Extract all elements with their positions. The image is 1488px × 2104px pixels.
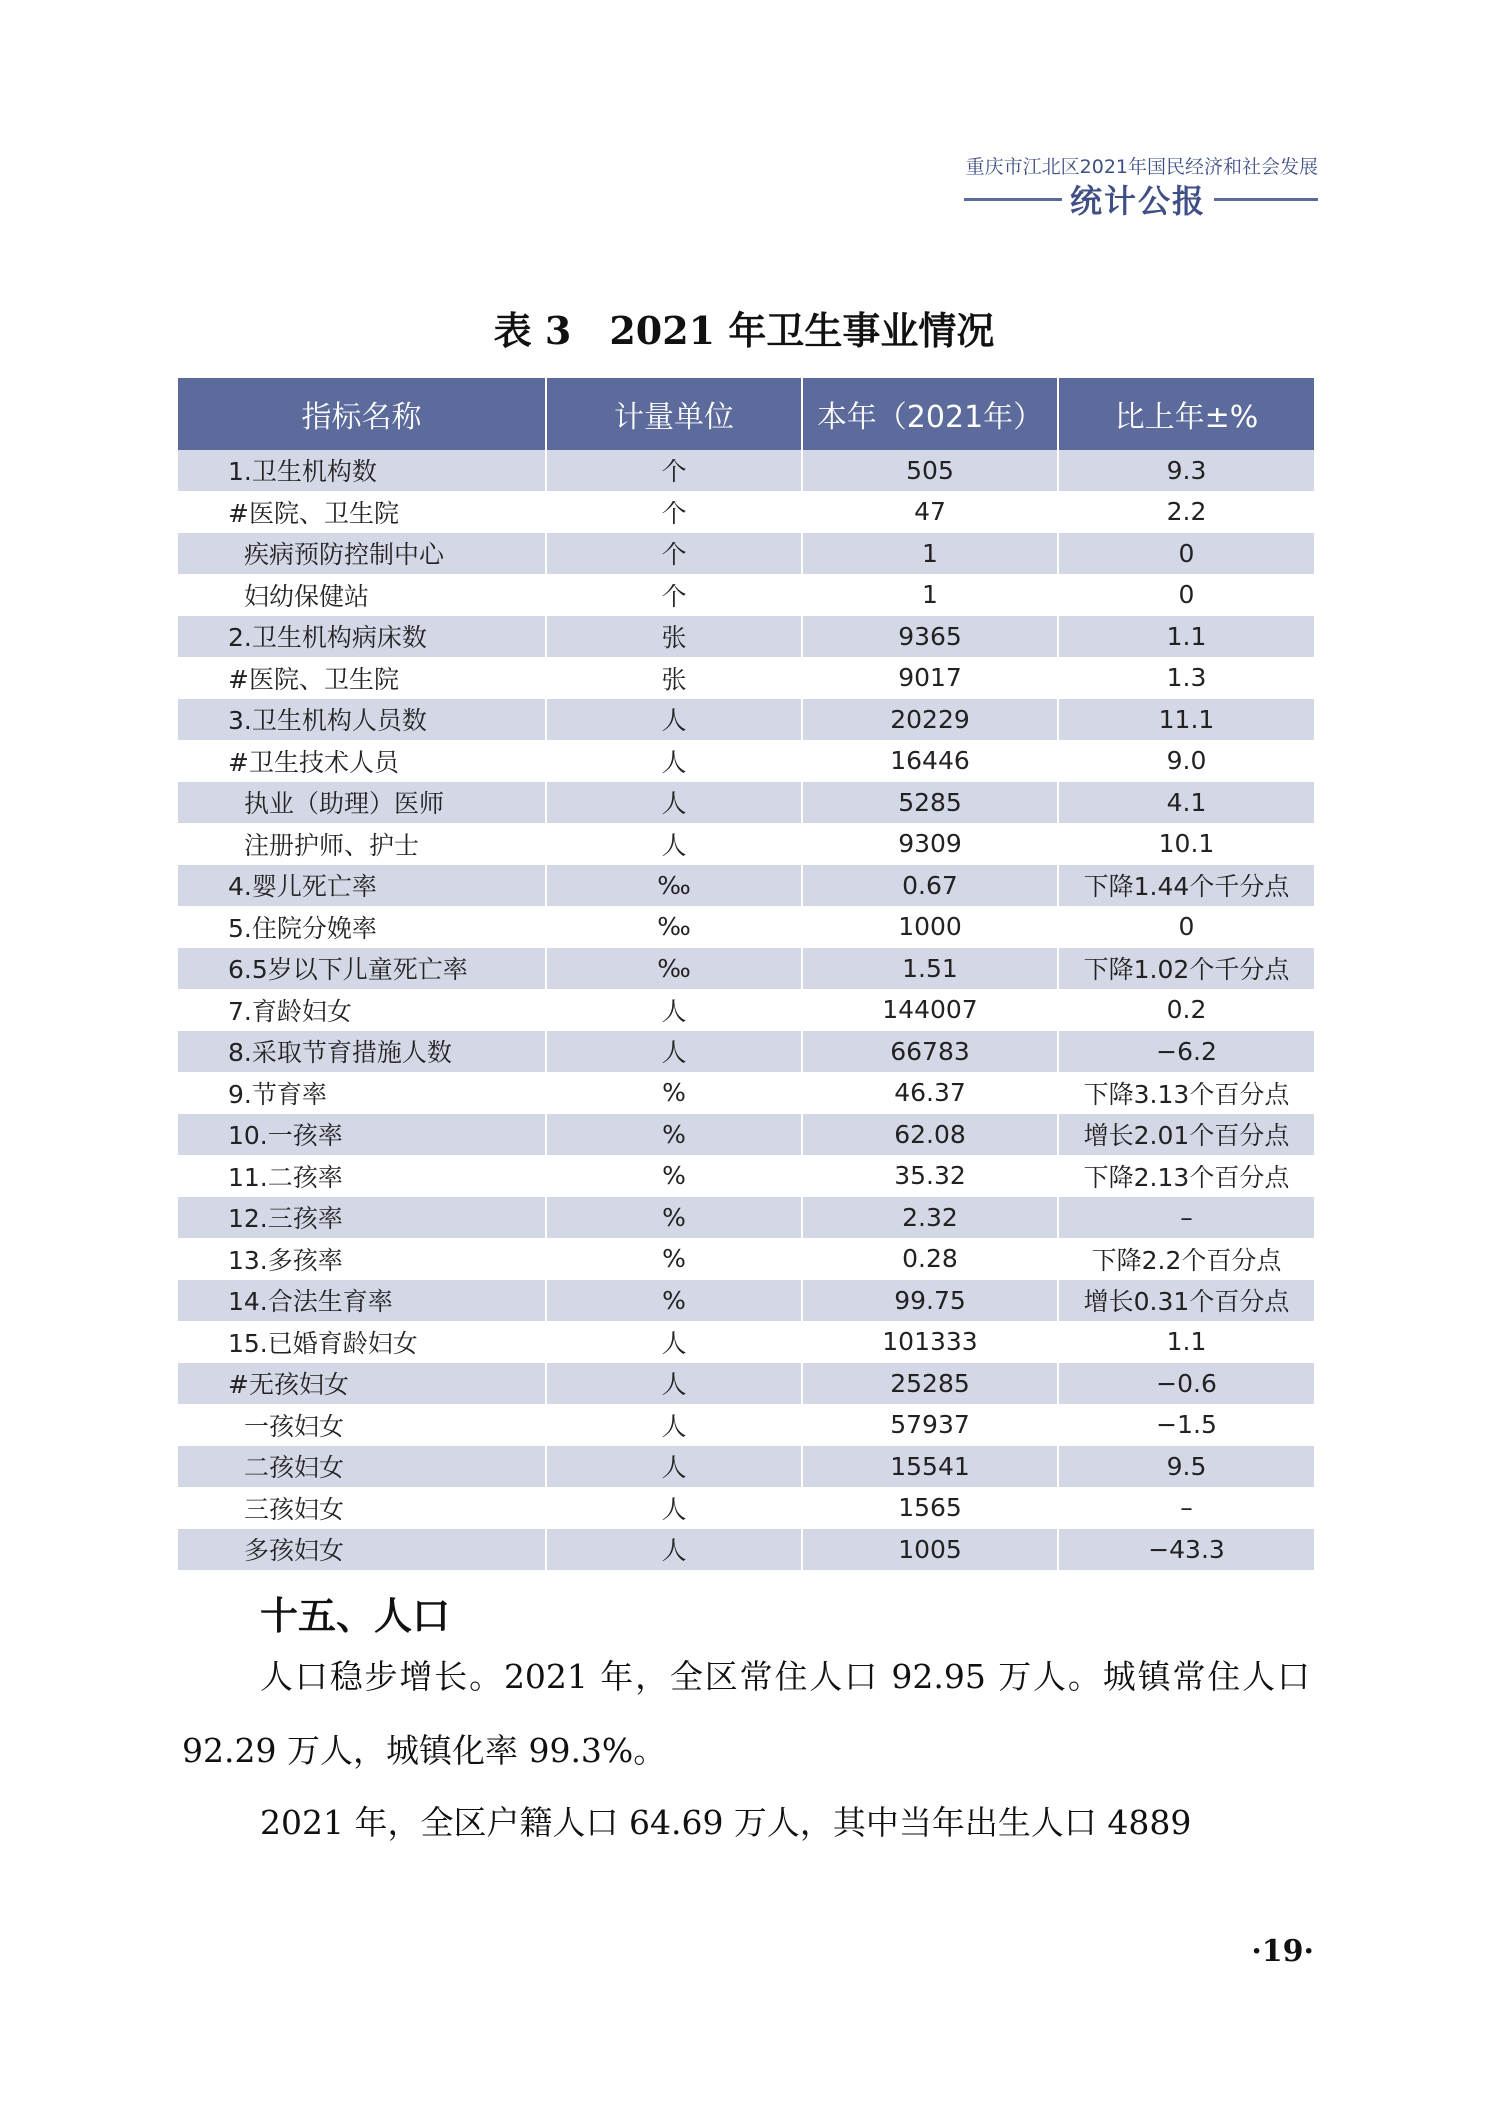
unit-cell: 人 xyxy=(546,1529,802,1571)
change-cell: – xyxy=(1058,1197,1314,1239)
value-cell: 1.51 xyxy=(802,948,1058,990)
header-rule-right xyxy=(1214,198,1318,201)
unit-cell: % xyxy=(546,1280,802,1322)
unit-cell: 人 xyxy=(546,740,802,782)
indicator-cell: 12.三孩率 xyxy=(178,1197,546,1239)
table-title: 表 3 2021 年卫生事业情况 xyxy=(493,308,995,353)
change-cell: 4.1 xyxy=(1058,782,1314,824)
value-cell: 35.32 xyxy=(802,1155,1058,1197)
value-cell: 0.67 xyxy=(802,865,1058,907)
change-cell: 0 xyxy=(1058,533,1314,575)
value-cell: 62.08 xyxy=(802,1114,1058,1156)
unit-cell: ‰ xyxy=(546,948,802,990)
indicator-cell: #医院、卫生院 xyxy=(178,491,546,533)
value-cell: 15541 xyxy=(802,1446,1058,1488)
unit-cell: ‰ xyxy=(546,906,802,948)
value-cell: 505 xyxy=(802,450,1058,491)
unit-cell: 张 xyxy=(546,616,802,658)
table-body xyxy=(178,450,1314,1570)
indicator-cell: 3.卫生机构人员数 xyxy=(178,699,546,741)
report-title-banner xyxy=(964,176,1318,222)
table-row xyxy=(178,1197,1314,1239)
value-cell: 9309 xyxy=(802,823,1058,865)
unit-cell: % xyxy=(546,1072,802,1114)
table-row xyxy=(178,823,1314,865)
value-cell: 25285 xyxy=(802,1363,1058,1405)
value-cell: 0.28 xyxy=(802,1238,1058,1280)
table-row xyxy=(178,533,1314,575)
change-cell: 下降2.13个百分点 xyxy=(1058,1155,1314,1197)
change-cell: 下降1.02个千分点 xyxy=(1058,948,1314,990)
table-row xyxy=(178,1321,1314,1363)
indicator-cell: 妇幼保健站 xyxy=(178,574,546,616)
unit-cell: 人 xyxy=(546,1487,802,1529)
indicator-cell: 6.5岁以下儿童死亡率 xyxy=(178,948,546,990)
value-cell: 99.75 xyxy=(802,1280,1058,1322)
table-row xyxy=(178,740,1314,782)
value-cell: 1 xyxy=(802,533,1058,575)
unit-cell: 个 xyxy=(546,450,802,491)
table-row xyxy=(178,1031,1314,1073)
column-header-indicator: 指标名称 xyxy=(178,378,546,450)
indicator-cell: 9.节育率 xyxy=(178,1072,546,1114)
unit-cell: 人 xyxy=(546,1321,802,1363)
paragraph: 人口稳步增长。2021 年，全区常住人口 92.95 万人。城镇常住人口 92.29 万人，城镇化率 99.3%。 xyxy=(182,1657,1310,1770)
paragraph: 2021 年，全区户籍人口 64.69 万人，其中当年出生人口 4889 xyxy=(260,1803,1192,1842)
table-row xyxy=(178,948,1314,990)
change-cell: −1.5 xyxy=(1058,1404,1314,1446)
unit-cell: 人 xyxy=(546,989,802,1031)
table-row xyxy=(178,491,1314,533)
value-cell: 20229 xyxy=(802,699,1058,741)
value-cell: 9017 xyxy=(802,657,1058,699)
indicator-cell: 执业（助理）医师 xyxy=(178,782,546,824)
indicator-cell: 2.卫生机构病床数 xyxy=(178,616,546,658)
value-cell: 9365 xyxy=(802,616,1058,658)
change-cell: 下降2.2个百分点 xyxy=(1058,1238,1314,1280)
unit-cell: 个 xyxy=(546,574,802,616)
indicator-cell: #无孩妇女 xyxy=(178,1363,546,1405)
indicator-cell: 14.合法生育率 xyxy=(178,1280,546,1322)
indicator-cell: 11.二孩率 xyxy=(178,1155,546,1197)
section-heading: 十五、人口 xyxy=(260,1593,451,1638)
change-cell: −0.6 xyxy=(1058,1363,1314,1405)
table-row xyxy=(178,1280,1314,1322)
header-rule-left xyxy=(964,198,1062,201)
value-cell: 144007 xyxy=(802,989,1058,1031)
table-row xyxy=(178,699,1314,741)
value-cell: 16446 xyxy=(802,740,1058,782)
change-cell: 1.1 xyxy=(1058,616,1314,658)
indicator-cell: 一孩妇女 xyxy=(178,1404,546,1446)
change-cell: 9.5 xyxy=(1058,1446,1314,1488)
change-cell: 9.3 xyxy=(1058,450,1314,491)
value-cell: 101333 xyxy=(802,1321,1058,1363)
unit-cell: 个 xyxy=(546,533,802,575)
indicator-cell: 5.住院分娩率 xyxy=(178,906,546,948)
value-cell: 46.37 xyxy=(802,1072,1058,1114)
indicator-cell: 13.多孩率 xyxy=(178,1238,546,1280)
indicator-cell: 15.已婚育龄妇女 xyxy=(178,1321,546,1363)
value-cell: 47 xyxy=(802,491,1058,533)
column-header-change: 比上年±% xyxy=(1058,378,1314,450)
table-row xyxy=(178,1529,1314,1571)
change-cell: – xyxy=(1058,1487,1314,1529)
table-row xyxy=(178,616,1314,658)
indicator-cell: 疾病预防控制中心 xyxy=(178,533,546,575)
unit-cell: 张 xyxy=(546,657,802,699)
change-cell: 11.1 xyxy=(1058,699,1314,741)
table-row xyxy=(178,574,1314,616)
table-row xyxy=(178,989,1314,1031)
table-row xyxy=(178,1238,1314,1280)
indicator-cell: 二孩妇女 xyxy=(178,1446,546,1488)
unit-cell: 人 xyxy=(546,1031,802,1073)
change-cell: 增长2.01个百分点 xyxy=(1058,1114,1314,1156)
indicator-cell: #医院、卫生院 xyxy=(178,657,546,699)
change-cell: 1.3 xyxy=(1058,657,1314,699)
change-cell: 9.0 xyxy=(1058,740,1314,782)
value-cell: 5285 xyxy=(802,782,1058,824)
change-cell: 下降1.44个千分点 xyxy=(1058,865,1314,907)
table-row xyxy=(178,865,1314,907)
change-cell: 0.2 xyxy=(1058,989,1314,1031)
table-row xyxy=(178,1487,1314,1529)
indicator-cell: 注册护师、护士 xyxy=(178,823,546,865)
value-cell: 1 xyxy=(802,574,1058,616)
unit-cell: 人 xyxy=(546,823,802,865)
value-cell: 1000 xyxy=(802,906,1058,948)
report-subtitle: 重庆市江北区2021年国民经济和社会发展 xyxy=(965,156,1318,178)
table-row xyxy=(178,1114,1314,1156)
unit-cell: 人 xyxy=(546,782,802,824)
change-cell: 2.2 xyxy=(1058,491,1314,533)
indicator-cell: 多孩妇女 xyxy=(178,1529,546,1571)
table-row xyxy=(178,906,1314,948)
change-cell: 0 xyxy=(1058,574,1314,616)
unit-cell: % xyxy=(546,1155,802,1197)
unit-cell: 人 xyxy=(546,1446,802,1488)
value-cell: 66783 xyxy=(802,1031,1058,1073)
table-row xyxy=(178,1363,1314,1405)
table-row xyxy=(178,657,1314,699)
unit-cell: ‰ xyxy=(546,865,802,907)
value-cell: 57937 xyxy=(802,1404,1058,1446)
page-number: ·19· xyxy=(1251,1934,1314,1969)
change-cell: 0 xyxy=(1058,906,1314,948)
indicator-cell: #卫生技术人员 xyxy=(178,740,546,782)
table-header-row xyxy=(178,378,1314,450)
change-cell: 增长0.31个百分点 xyxy=(1058,1280,1314,1322)
indicator-cell: 10.一孩率 xyxy=(178,1114,546,1156)
indicator-cell: 8.采取节育措施人数 xyxy=(178,1031,546,1073)
value-cell: 1565 xyxy=(802,1487,1058,1529)
table-row xyxy=(178,1155,1314,1197)
table-row xyxy=(178,1404,1314,1446)
indicator-cell: 三孩妇女 xyxy=(178,1487,546,1529)
indicator-cell: 1.卫生机构数 xyxy=(178,450,546,491)
unit-cell: 人 xyxy=(546,1404,802,1446)
table-row xyxy=(178,782,1314,824)
unit-cell: % xyxy=(546,1238,802,1280)
table-row xyxy=(178,1072,1314,1114)
table-row xyxy=(178,450,1314,491)
column-header-unit: 计量单位 xyxy=(546,378,802,450)
health-statistics-table xyxy=(178,378,1314,1571)
value-cell: 2.32 xyxy=(802,1197,1058,1239)
unit-cell: % xyxy=(546,1114,802,1156)
change-cell: −6.2 xyxy=(1058,1031,1314,1073)
unit-cell: 人 xyxy=(546,1363,802,1405)
indicator-cell: 7.育龄妇女 xyxy=(178,989,546,1031)
change-cell: 下降3.13个百分点 xyxy=(1058,1072,1314,1114)
unit-cell: % xyxy=(546,1197,802,1239)
report-title: 统计公报 xyxy=(1069,182,1206,220)
column-header-value: 本年（2021年） xyxy=(802,378,1058,450)
change-cell: −43.3 xyxy=(1058,1529,1314,1571)
change-cell: 1.1 xyxy=(1058,1321,1314,1363)
indicator-cell: 4.婴儿死亡率 xyxy=(178,865,546,907)
change-cell: 10.1 xyxy=(1058,823,1314,865)
value-cell: 1005 xyxy=(802,1529,1058,1571)
unit-cell: 个 xyxy=(546,491,802,533)
table-row xyxy=(178,1446,1314,1488)
unit-cell: 人 xyxy=(546,699,802,741)
